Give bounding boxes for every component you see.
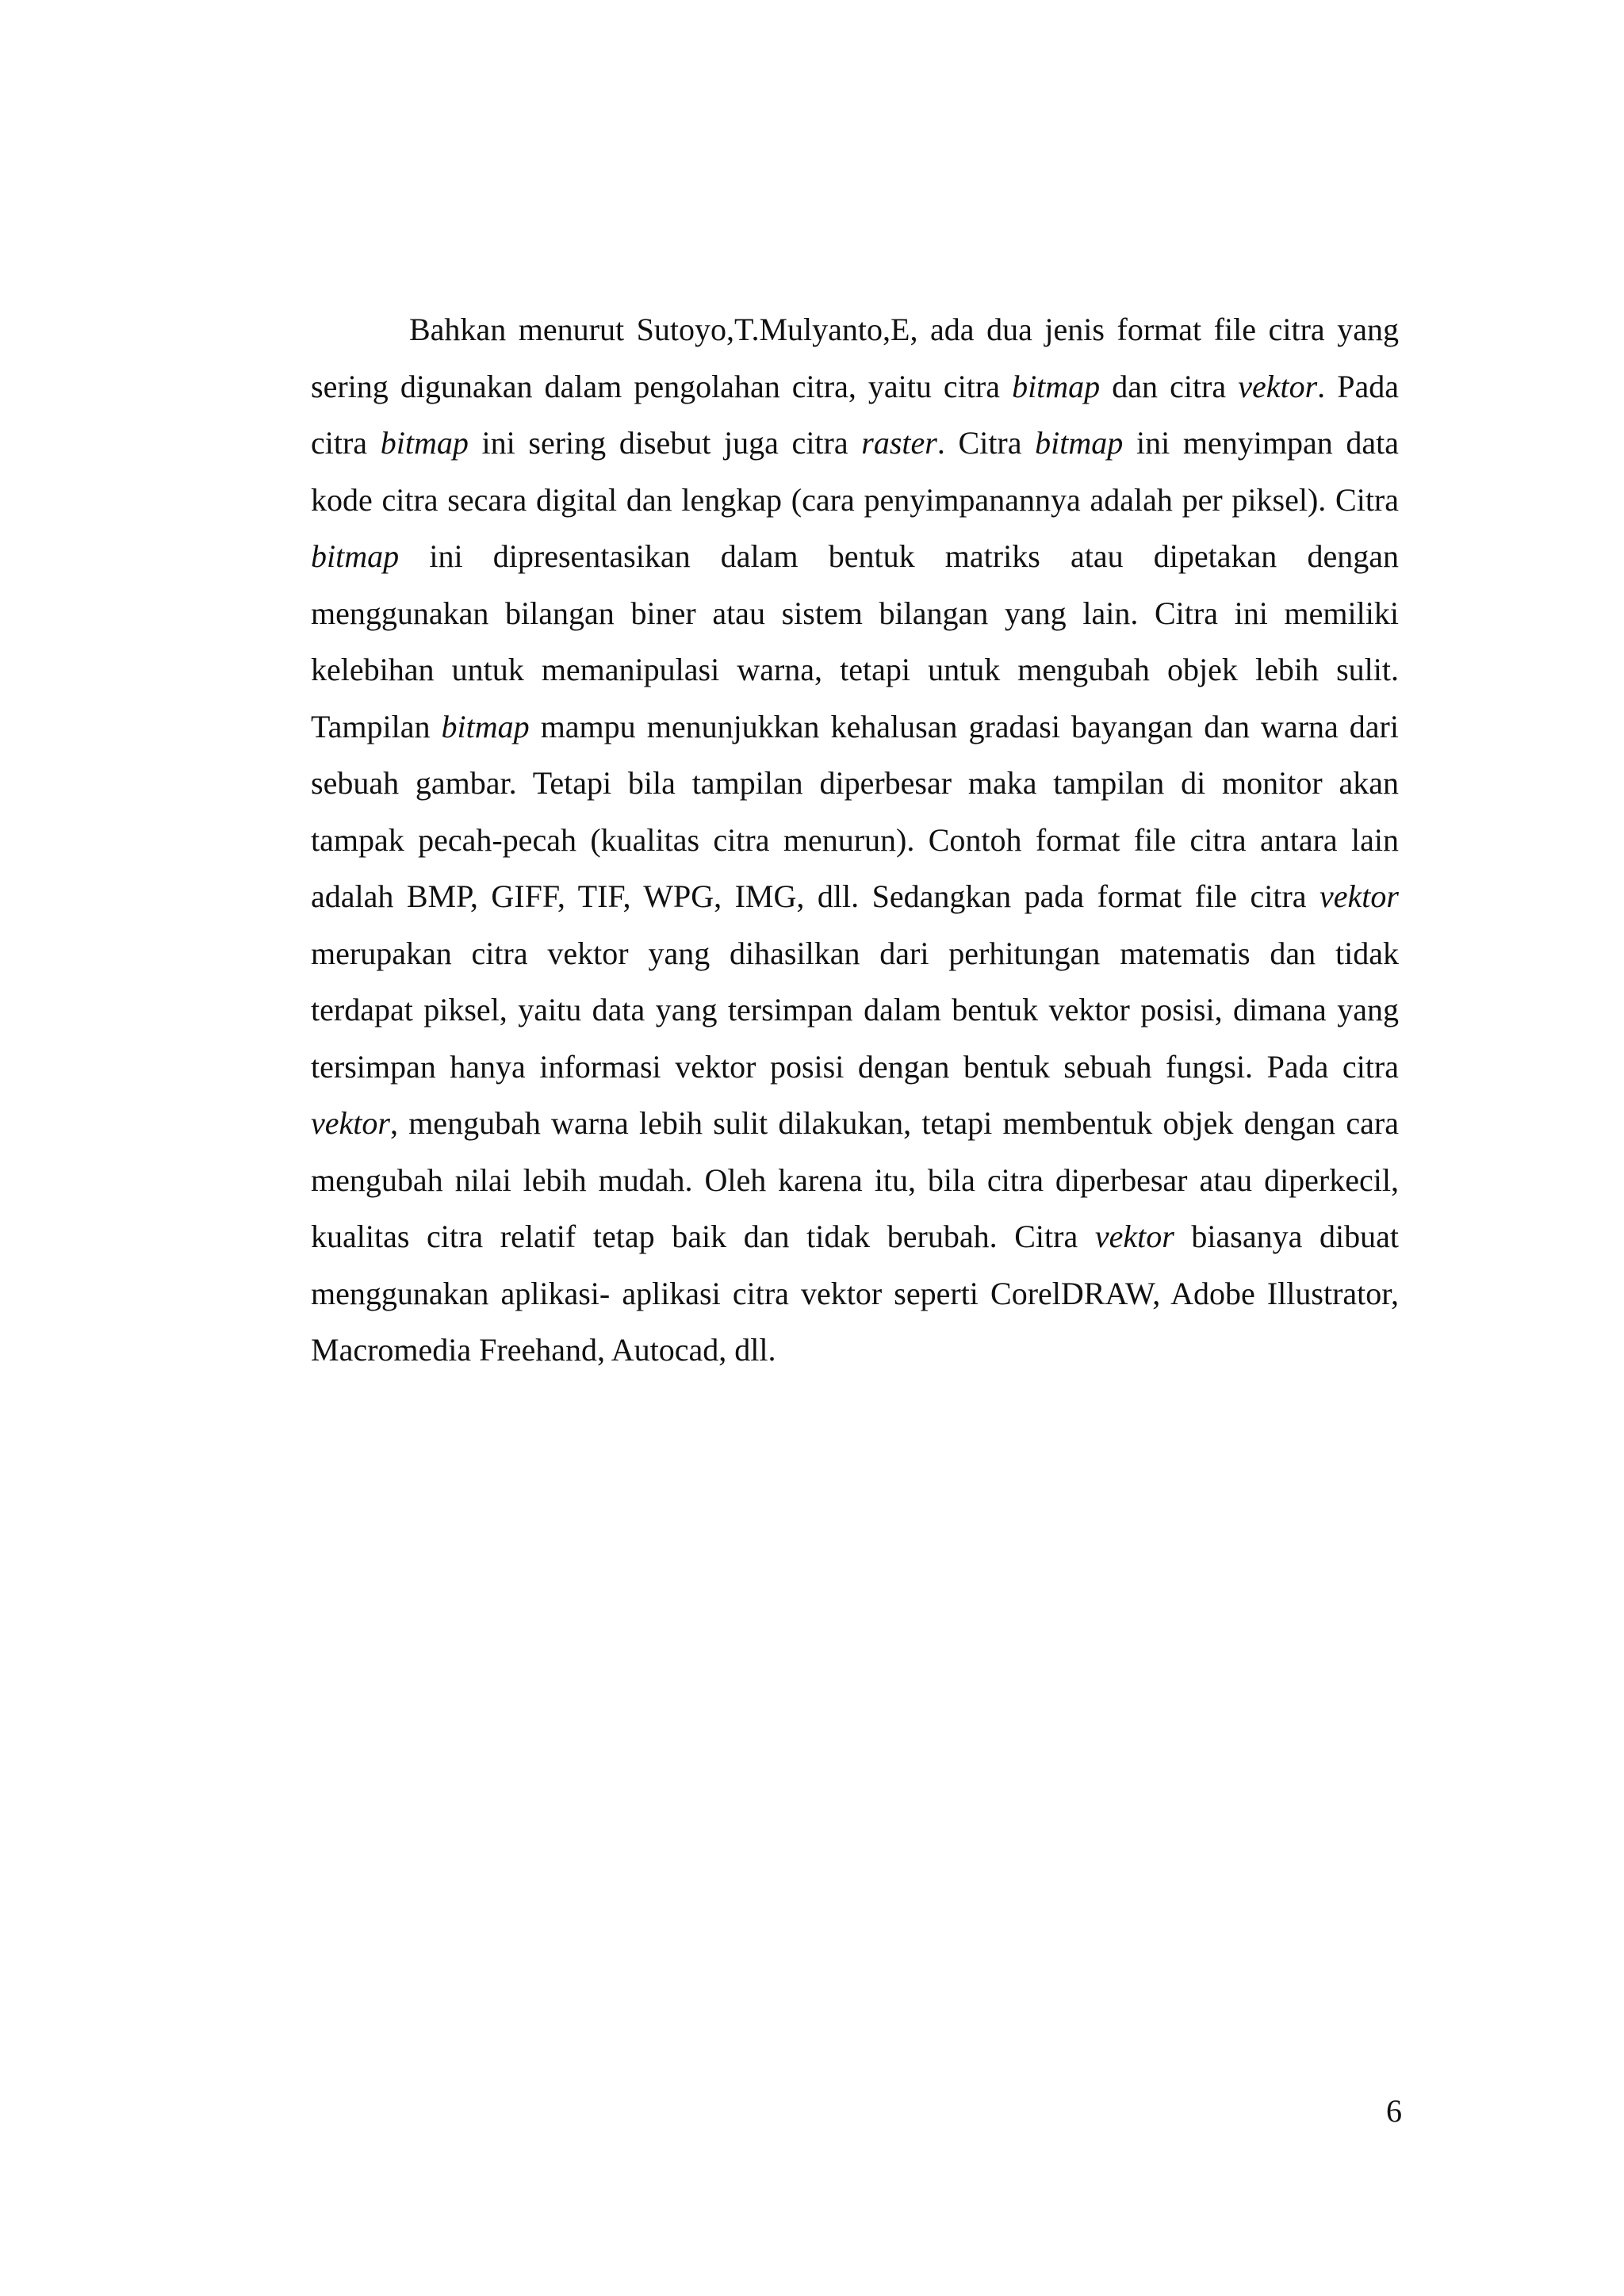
italic-term: vektor [311,1105,390,1141]
text-run: biasanya dibuat menggunakan aplikasi- aplikasi citra vektor seperti CorelDRAW, Adobe Illustrator, Macromedia Freehand, Autocad, dll. [311,1219,1399,1368]
body-paragraph [311,301,1399,1379]
italic-term: vektor [1094,1219,1174,1254]
italic-term: bitmap [380,425,469,461]
text-run: mampu menunjukkan kehalusan gradasi bayangan dan warna dari sebuah gambar. Tetapi bila tampilan diperbesar maka tampilan di monitor akan tampak pecah-pecah (kualitas citra menurun). Contoh format file citra antara lain adalah BMP, GIFF, TIF, WPG, IMG, dll. Sedangkan pada format file citra [311,708,1399,914]
text-run: ini menyimpan data kode citra secara digital dan lengkap (cara penyimpanannya adalah per piksel). Citra [311,425,1399,518]
italic-term: vektor [1238,368,1318,404]
italic-term: bitmap [1012,368,1101,404]
text-run: . Pada citra [311,368,1399,461]
text-run: Bahkan menurut Sutoyo,T.Mulyanto,E, ada dua jenis format file citra yang sering digunakan dalam pengolahan citra, yaitu citra [311,312,1399,404]
text-run: , mengubah warna lebih sulit dilakukan, tetapi membentuk objek dengan cara mengubah nilai lebih mudah. Oleh karena itu, bila citra diperbesar atau diperkecil, kualitas citra relatif tetap baik dan tidak berubah. Citra [311,1105,1399,1254]
text-run: . Citra [936,425,1036,461]
text-run: dan citra [1100,368,1239,404]
text-run: ini sering disebut juga citra [468,425,862,461]
italic-term: vektor [1320,878,1399,914]
italic-term: bitmap [311,538,400,574]
italic-term: bitmap [441,708,530,744]
italic-term: bitmap [1035,425,1124,461]
text-run: merupakan citra vektor yang dihasilkan dari perhitungan matematis dan tidak terdapat piksel, yaitu data yang tersimpan dalam bentuk vektor posisi, dimana yang tersimpan hanya informasi vektor posisi dengan bentuk sebuah fungsi. Pada citra [311,935,1399,1085]
text-run: ini dipresentasikan dalam bentuk matriks atau dipetakan dengan menggunakan bilangan biner atau sistem bilangan yang lain. Citra ini memiliki kelebihan untuk memanipulasi warna, tetapi untuk mengubah objek lebih sulit. Tampilan [311,538,1399,744]
page-number: 6 [1386,2093,1402,2129]
italic-term: raster [861,425,937,461]
